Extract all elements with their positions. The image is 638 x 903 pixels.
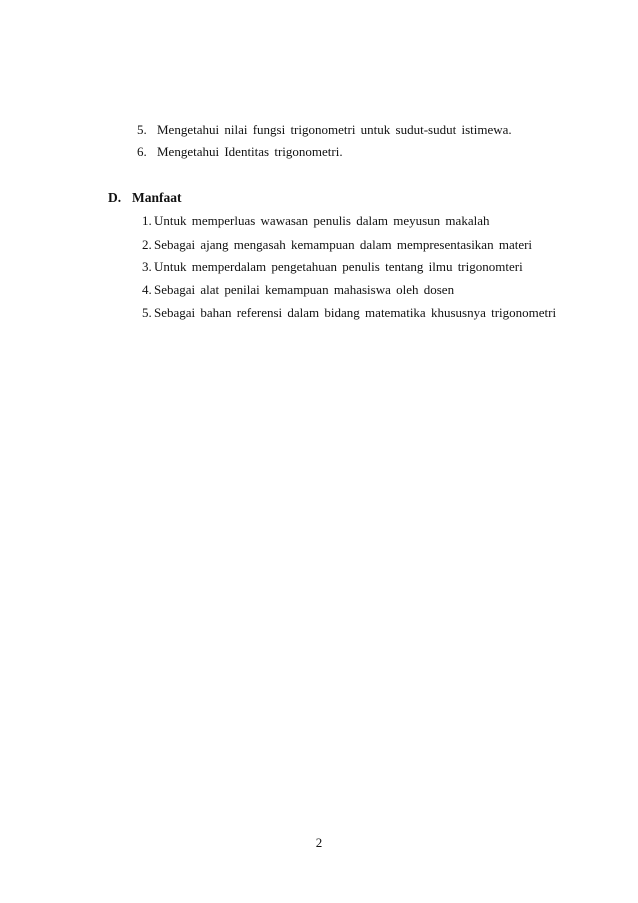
list-item-text: Mengetahui Identitas trigonometri.: [157, 144, 343, 159]
list-item-number: 1.: [142, 213, 152, 228]
list-item-number: 5.: [142, 305, 152, 320]
list-item-text: Sebagai bahan referensi dalam bidang matematika khususnya trigonometri: [154, 305, 557, 320]
list-item: [137, 144, 343, 160]
list-item-text: Sebagai alat penilai kemampuan mahasiswa oleh dosen: [154, 282, 455, 297]
section-title: Manfaat: [132, 190, 182, 205]
list-item: [142, 259, 523, 275]
list-item: [142, 213, 489, 229]
list-item-number: 3.: [142, 259, 152, 274]
list-item: [142, 305, 556, 321]
section-letter: D.: [108, 190, 122, 205]
list-item-text: Untuk memperdalam pengetahuan penulis tentang ilmu trigonomteri: [154, 259, 523, 274]
section-heading: [108, 190, 182, 206]
page-number: 2: [315, 835, 323, 850]
list-item-number: 6.: [137, 144, 147, 159]
list-item: [142, 282, 454, 298]
list-item-number: 4.: [142, 282, 152, 297]
list-item: [142, 237, 532, 253]
list-item: [137, 122, 512, 138]
list-item-text: Mengetahui nilai fungsi trigonometri untuk sudut-sudut istimewa.: [157, 122, 512, 137]
list-item-text: Untuk memperluas wawasan penulis dalam meyusun makalah: [154, 213, 490, 228]
list-item-number: 5.: [137, 122, 147, 137]
list-item-text: Sebagai ajang mengasah kemampuan dalam mempresentasikan materi: [154, 237, 533, 252]
list-item-number: 2.: [142, 237, 152, 252]
